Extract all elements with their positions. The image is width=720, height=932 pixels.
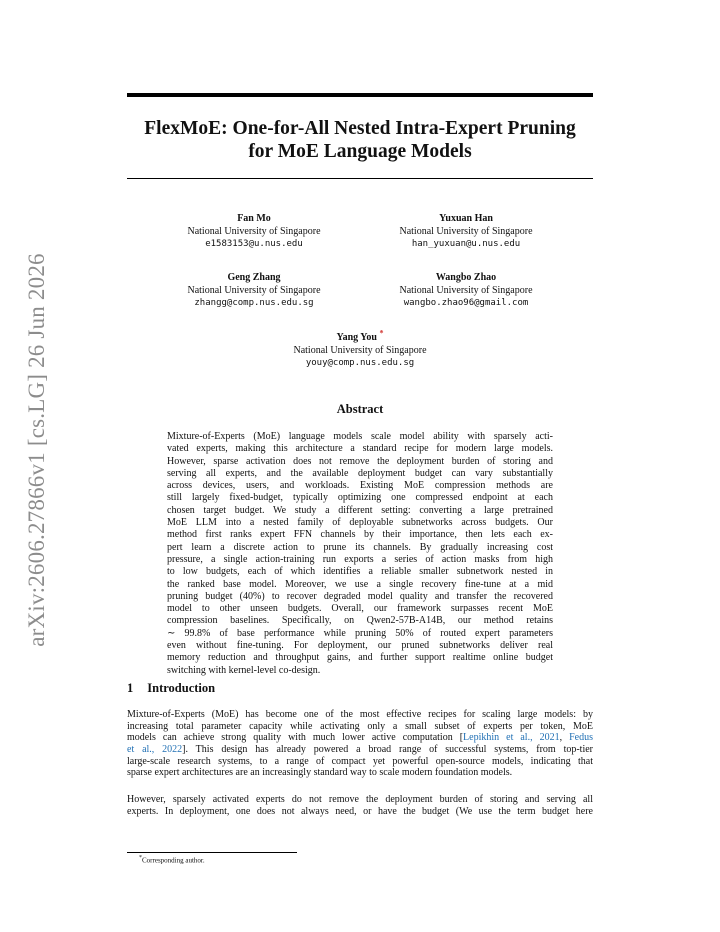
abstract-line: memory reduction and throughput gains, and further support realtime online budget: [167, 652, 553, 664]
abstract-line: pert learn a discrete action to prune its channels. By gradually increasing cost: [167, 541, 553, 553]
intro-paragraph-1: [127, 709, 593, 779]
abstract-line: MoE LLM into a nested family of deployable subnetworks across budgets. Our: [167, 517, 553, 529]
author-affiliation: National University of Singapore: [399, 225, 533, 237]
author-block: [351, 272, 581, 310]
author-block: [351, 213, 581, 251]
footnote-mark: *: [139, 855, 142, 861]
author-name: [245, 328, 475, 345]
abstract-line: method first ranks expert FFN channels by their importance, then lets each ex-: [167, 529, 553, 541]
arxiv-identifier: arXiv:2606.27866v1 [cs.LG] 26 Jun 2026: [24, 253, 49, 647]
corresponding-mark[interactable]: *: [379, 328, 384, 338]
abstract-line: serving all experts, and the available deployment budget can vary substantially: [167, 467, 553, 479]
author-name: Yuxuan Han: [439, 213, 493, 224]
abstract-line: vated experts, making this architecture a standard recipe for modern large models.: [167, 443, 553, 455]
author-affiliation: National University of Singapore: [293, 344, 427, 356]
abstract-line: still largely fixed-budget, typically optimizing one compressed endpoint at each: [167, 492, 553, 504]
abstract-line: Mixture-of-Experts (MoE) language models scale model ability with sparsely acti-: [167, 431, 553, 442]
abstract-line: compression baselines. Specifically, on Qwen2-57B-A14B, our method retains: [167, 615, 553, 627]
intro-paragraph-2: [127, 794, 593, 817]
author-block: [139, 272, 369, 310]
text-run: ]. This design has already powered a broad range of successful systems, from top-tier: [182, 744, 594, 756]
text-run: large-scale research systems, to a range of compact yet powerful open-source models, indicating that: [127, 755, 593, 767]
paragraph-line: [127, 721, 593, 733]
paragraph-line: [127, 756, 593, 768]
abstract-line: across devices, users, and workloads. Existing MoE compression methods are: [167, 480, 553, 492]
citation-link[interactable]: Fedus: [569, 732, 594, 744]
author-email[interactable]: e1583153@u.nus.edu: [205, 239, 303, 249]
text-run: models can achieve strong quality with much lower active computation [: [127, 732, 464, 744]
title-rule-bottom: [127, 178, 593, 179]
abstract-line: switching with kernel-level co-design.: [167, 664, 321, 676]
citation-link[interactable]: et al., 2022: [127, 744, 183, 756]
paragraph-line: However, sparsely activated experts do not remove the deployment burden of storing and serving all: [127, 794, 593, 805]
paragraph-line: [127, 732, 593, 744]
abstract-line: model to other unseen budgets. Overall, our framework surpasses recent MoE: [167, 603, 553, 615]
abstract-line: chosen target budget. We study a different setting: converting a large pretrained: [167, 504, 553, 516]
text-run: Mixture-of-Experts (MoE) has become one of the most effective recipes for scaling large models: by: [127, 709, 593, 720]
author-affiliation: National University of Singapore: [187, 284, 321, 296]
author-email[interactable]: han_yuxuan@u.nus.edu: [411, 239, 521, 249]
abstract-line: even without fine-tuning. For deployment, our pruned subnetworks deliver real: [167, 640, 553, 652]
title-line-1: FlexMoE: One-for-All Nested Intra-Expert Pruning: [144, 118, 576, 139]
author-name: Fan Mo: [237, 213, 271, 224]
abstract-line: the ranked base model. Moreover, we use a single recovery fine-tune at a mid: [167, 578, 553, 590]
citation-link[interactable]: Lepikhin et al., 2021: [463, 732, 560, 744]
footnote: [139, 855, 205, 864]
author-block: [245, 328, 475, 370]
abstract-line: However, sparse activation does not remove the deployment burden of storing and: [167, 455, 553, 467]
author-affiliation: National University of Singapore: [399, 284, 533, 296]
section-number: 1: [127, 681, 134, 695]
abstract-line: pressure, a single action-training run exports a series of action masks from high: [167, 553, 553, 565]
paper-title: [127, 117, 593, 163]
text-run: ,: [559, 732, 570, 744]
abstract-line: pruning budget (40%) to recover degraded model quality and transfer the recovered: [167, 590, 553, 602]
paragraph-line: [127, 744, 593, 756]
abstract-line: ∼ 99.8% of base performance while pruning 50% of routed expert parameters: [167, 627, 553, 639]
text-run: sparse expert architectures are an increasingly standard way to scale modern foundation models.: [127, 767, 513, 779]
paragraph-line: [127, 767, 593, 779]
author-name: Geng Zhang: [227, 272, 281, 283]
author-email[interactable]: youy@comp.nus.edu.sg: [305, 358, 415, 368]
author-name-text: Yang You: [336, 332, 377, 343]
footnote-rule: [127, 852, 297, 853]
section-title: Introduction: [147, 681, 216, 695]
author-name: Wangbo Zhao: [435, 272, 497, 283]
section-heading-introduction: [127, 681, 215, 696]
author-email[interactable]: zhangg@comp.nus.edu.sg: [194, 298, 314, 308]
author-email[interactable]: wangbo.zhao96@gmail.com: [403, 298, 529, 308]
author-affiliation: National University of Singapore: [187, 225, 321, 237]
abstract-body: [167, 431, 553, 677]
title-rule-top: [127, 93, 593, 97]
text-run: increasing total parameter capacity while activating only a small subset of experts per token, MoE: [127, 720, 593, 732]
paragraph-line: [127, 709, 593, 721]
abstract-heading: Abstract: [336, 402, 384, 416]
author-block: [139, 213, 369, 251]
footnote-text: Corresponding author.: [142, 856, 205, 865]
title-line-2: for MoE Language Models: [248, 141, 472, 162]
abstract-line: to low budgets, each of which identifies a reliable smaller subnetwork nested in: [167, 566, 553, 578]
paragraph-line: experts. In deployment, one does not always need, or have the budget (We use the term budget here: [127, 805, 593, 817]
